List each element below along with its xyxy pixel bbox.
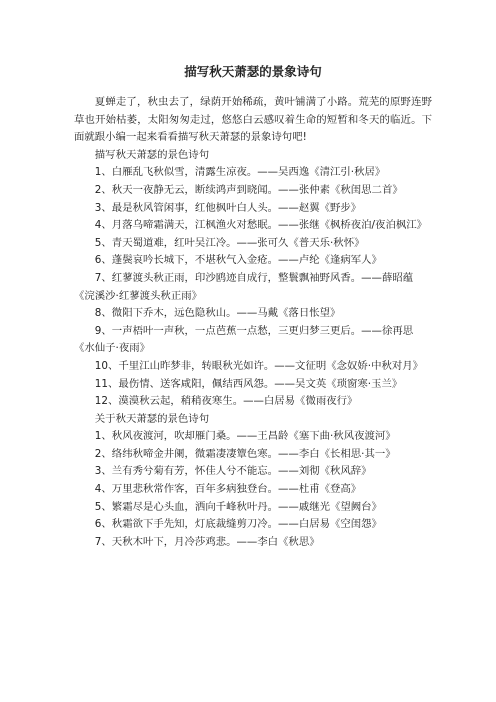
poem-line: 8、微阳下乔木，远色隐秋山。——马戴《落日怅望》: [94, 307, 341, 320]
poem-line: 6、秋霜欲下手先知，灯底裁缝剪刀冷。——白居易《空闺怨》: [94, 518, 382, 531]
section-heading: 描写秋天萧瑟的景色诗句: [94, 148, 210, 161]
poem-line: 12、漠漠秋云起，稍稍夜寒生。——白居易《微雨夜行》: [94, 395, 358, 408]
poem-line: 4、月落乌啼霜满天，江枫渔火对愁眠。——张继《枫桥夜泊/夜泊枫江》: [94, 219, 428, 232]
intro-paragraph: 夏蝉走了，秋虫去了，绿荫开始稀疏，黄叶铺满了小路。荒芜的原野连野草也开始枯萎，太阳匆匆走过，悠悠白云感叹着生命的短暂和冬天的临近。下面就跟小编一起来看看描写秋天萧瑟的景象诗句吧!: [74, 96, 432, 144]
poem-line: 3、最是秋风管闲事，红他枫叶白人头。——赵翼《野步》: [94, 201, 362, 214]
poem-line: 5、繁霜尽是心头血，洒向千峰秋叶丹。——戚继光《望阙台》: [94, 500, 382, 513]
poem-line: 3、兰有秀兮菊有芳，怀佳人兮不能忘。——刘彻《秋风辞》: [94, 465, 372, 478]
poem-line: 2、秋天一夜静无云，断续鸿声到晓闻。——张仲素《秋闺思二首》: [94, 183, 403, 196]
poem-line: 1、秋风夜渡河，吹却雁门桑。——王昌龄《塞下曲·秋风夜渡河》: [94, 430, 396, 443]
document-title: 描写秋天萧瑟的景象诗句: [184, 64, 322, 79]
poem-line: 11、最伤情、送客咸阳，佩结西风怨。——吴文英《琐窗寒·玉兰》: [94, 377, 403, 390]
poem-line: 4、万里悲秋常作客，百年多病独登台。——杜甫《登高》: [94, 483, 362, 496]
poem-line: 5、青天蜀道难，红叶吴江冷。——张可久《普天乐·秋怀》: [94, 236, 365, 249]
section-about-autumn-scenery: [74, 411, 432, 552]
poem-line: 2、络纬秋啼金井阑，微霜凄凄簟色寒。——李白《长相思·其一》: [94, 447, 396, 460]
section-heading: 关于秋天萧瑟的景色诗句: [94, 412, 210, 425]
poem-line: 7、红蓼渡头秋正雨，印沙鸥迹自成行，整鬟飘袖野风香。——薛昭蕴《浣溪沙·红蓼渡头秋正雨》: [74, 271, 414, 302]
poem-line: 7、天秋木叶下，月冷莎鸡悲。——李白《秋思》: [94, 535, 320, 548]
poem-line: 9、一声梧叶一声秋，一点芭蕉一点愁，三更归梦三更后。——徐再思《水仙子·夜雨》: [74, 324, 414, 355]
poem-line: 1、白雁乱飞秋似雪，清露生凉夜。——吴西逸《清江引·秋居》: [94, 166, 386, 179]
poem-line: 10、千里江山昨梦非，转眼秋光如许。——文征明《念奴娇·中秋对月》: [94, 359, 424, 372]
section-autumn-desolate-scenery: [74, 147, 432, 411]
poem-line: 6、蓬鬓哀吟长城下，不堪秋气入金疮。——卢纶《逢病军人》: [94, 254, 382, 267]
